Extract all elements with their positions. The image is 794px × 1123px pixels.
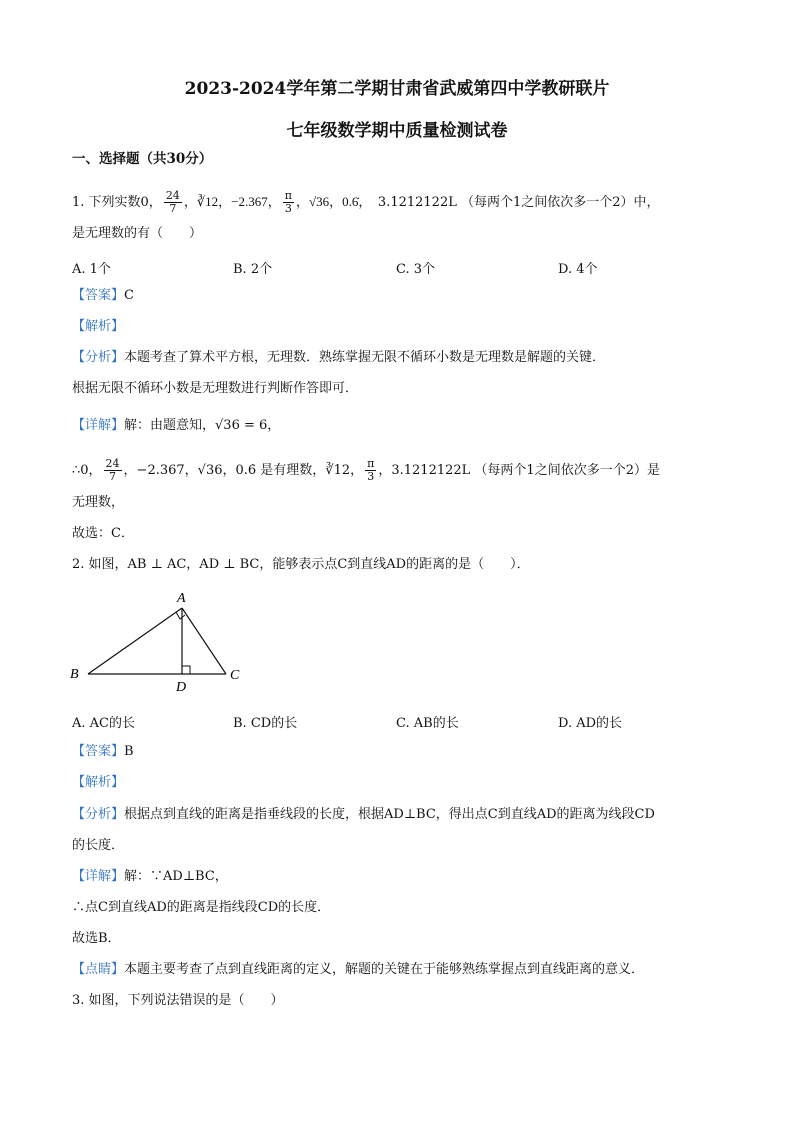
vertex-label-a: A (177, 591, 186, 606)
q2-option-d: D. AD的长 (558, 716, 623, 731)
q2-option-b: B. CD的长 (233, 716, 298, 731)
q2-answer: 【答案】B (72, 744, 134, 759)
q2-choose: 故选B． (72, 931, 121, 946)
q2-options (72, 712, 732, 730)
q1-lead: 1. 下列实数0， (72, 195, 162, 210)
q2-option-a: A. AC的长 (72, 716, 135, 731)
q1-fraction-pi-3-b: $\frac{\pi}{3}$ (367, 457, 375, 483)
q1-negative: −2.367 (231, 194, 268, 209)
q1-sqrt: √36 (309, 194, 330, 209)
q2-fenxi: 【分析】根据点到直线的距离是指垂线段的长度，根据AD⊥BC，得出点C到直线AD的距离为线段CD (72, 807, 655, 822)
vertex-label-b: B (70, 667, 79, 682)
q2-xiangjie: 【详解】解：∵AD⊥BC， (72, 869, 228, 884)
section-heading: 一、选择题（共30分） (72, 151, 213, 167)
q2-dianjing: 【点睛】本题主要考查了点到直线距离的定义，解题的关键在于能够熟练掌握点到直线距离的意义． (72, 962, 645, 977)
q1-rational-line: ∴0， $\frac{24}{7}$ ，−2.367，√36，0.6̇ 是有理数，∛12， $\frac{\pi}{3}$ ，3.1212122L （每两个1之间依次多一个2）是 (72, 457, 660, 483)
q2-option-c: C. AB的长 (396, 716, 459, 731)
q1-options (72, 258, 732, 276)
vertex-label-c: C (230, 668, 240, 683)
q1-fenxi-2: 根据无限不循环小数是无理数进行判断作答即可． (72, 381, 359, 396)
q1-tail: 3.1212122L （每两个1之间依次多一个2）中， (377, 195, 660, 210)
q1-stem: 1. 下列实数0， $\frac{24}{7}$ ，∛12，−2.367， $\frac{\pi}{3}$ ，√36，0.6̇， 3.1212122L （每两个1之间依次多一个2）中， (72, 189, 660, 215)
q2-triangle-figure (64, 586, 254, 696)
q2-xiangjie-2: ∴点C到直线AD的距离是指线段CD的长度． (72, 900, 331, 915)
q1-stem-line2: 是无理数的有（ ） (72, 226, 203, 241)
q1-fraction-pi-3: $\frac{\pi}{3}$ (284, 189, 292, 215)
q1-xiangjie: 【详解】解：由题意知，√36 = 6， (72, 418, 281, 433)
q1-choose: 故选：C． (72, 526, 134, 541)
q1-fraction-24-7: $\frac{24}{7}$ (165, 189, 180, 215)
q1-fenxi: 【分析】本题考查了算术平方根，无理数．熟练掌握无限不循环小数是无理数是解题的关键． (72, 350, 606, 365)
q2-fenxi-2: 的长度． (72, 838, 125, 853)
vertex-label-d: D (176, 680, 187, 695)
q2-stem: 2. 如图，AB ⊥ AC，AD ⊥ BC，能够表示点C到直线AD的距离的是（ ）． (72, 557, 530, 572)
q2-analysis-tag: 【解析】 (72, 775, 125, 790)
q1-option-b: B. 2个 (233, 262, 273, 277)
q1-option-a: A. 1个 (72, 262, 111, 277)
q1-wulishu-line: 无理数， (72, 495, 125, 510)
q1-option-d: D. 4个 (558, 262, 598, 277)
q1-answer: 【答案】C (72, 288, 134, 303)
q1-analysis-tag: 【解析】 (72, 319, 125, 334)
q3-stem: 3. 如图，下列说法错误的是（ ） (72, 993, 284, 1008)
q1-option-c: C. 3个 (396, 262, 436, 277)
q1-repeating: 0.6̇ (342, 194, 359, 209)
q1-fraction-24-7-b: $\frac{24}{7}$ (105, 457, 120, 483)
title-line-2: 七年级数学期中质量检测试卷 (286, 121, 508, 141)
q1-cube-root: ∛12 (196, 194, 219, 209)
title-line-1: 2023-2024学年第二学期甘肃省武威第四中学教研联片 (184, 79, 610, 99)
